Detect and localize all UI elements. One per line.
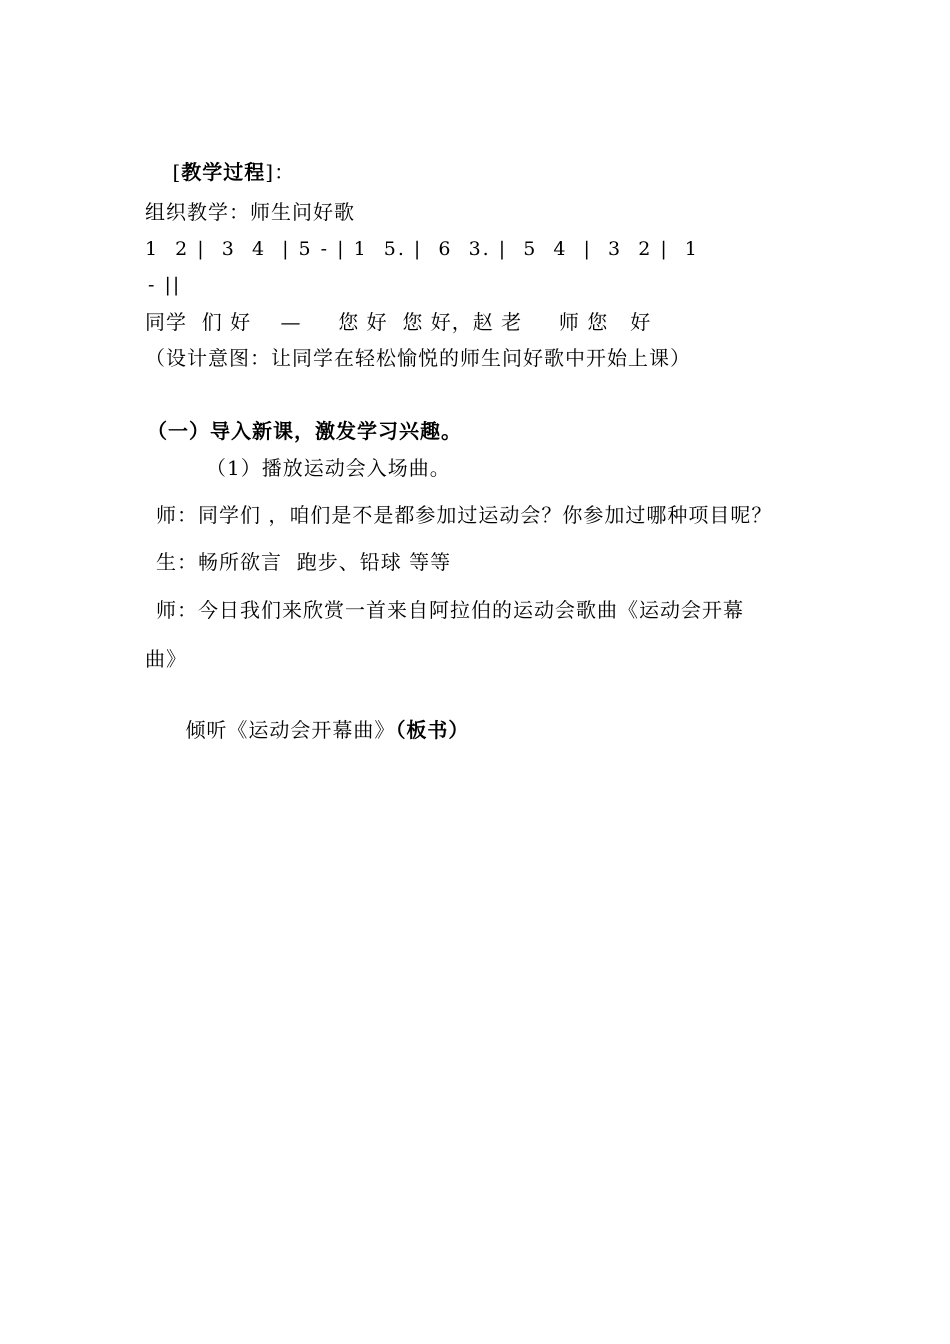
step1-line: （1）播放运动会入场曲。 [206, 456, 451, 480]
lyrics-line: 同学 们 好 — 您 好 您 好，赵 老 师 您 好 [145, 310, 652, 334]
student-answer: 生：畅所欲言 跑步、铅球 等等 [156, 550, 452, 574]
notation-line-2: - || [148, 274, 182, 296]
listen-line [156, 694, 469, 766]
listen-text: 倾听《运动会开幕曲》 [185, 718, 396, 742]
title-open-bracket: [ [172, 160, 182, 184]
teacher-intro-line-2: 曲》 [145, 647, 187, 671]
board-note: （板书） [395, 718, 470, 742]
section-title [143, 136, 295, 208]
title-close-bracket: ] [265, 160, 275, 184]
notation-line-1: 1 2 | 3 4 | 5 - | 1 5. | 6 3. | 5 4 | 3 2 | 1 [145, 238, 699, 260]
teacher-question: 师：同学们 ，咱们是不是都参加过运动会？你参加过哪种项目呢？ [156, 503, 773, 527]
title-suffix: ： [274, 160, 296, 184]
part1-heading: （一）导入新课，激发学习兴趣。 [147, 419, 462, 443]
design-intent-line: （设计意图：让同学在轻松愉悦的师生问好歌中开始上课） [145, 346, 691, 370]
title-label: 教学过程 [181, 160, 266, 184]
org-teaching-line: 组织教学：师生问好歌 [145, 200, 355, 224]
teacher-intro-line-1: 师：今日我们来欣赏一首来自阿拉伯的运动会歌曲《运动会开幕 [156, 598, 744, 622]
